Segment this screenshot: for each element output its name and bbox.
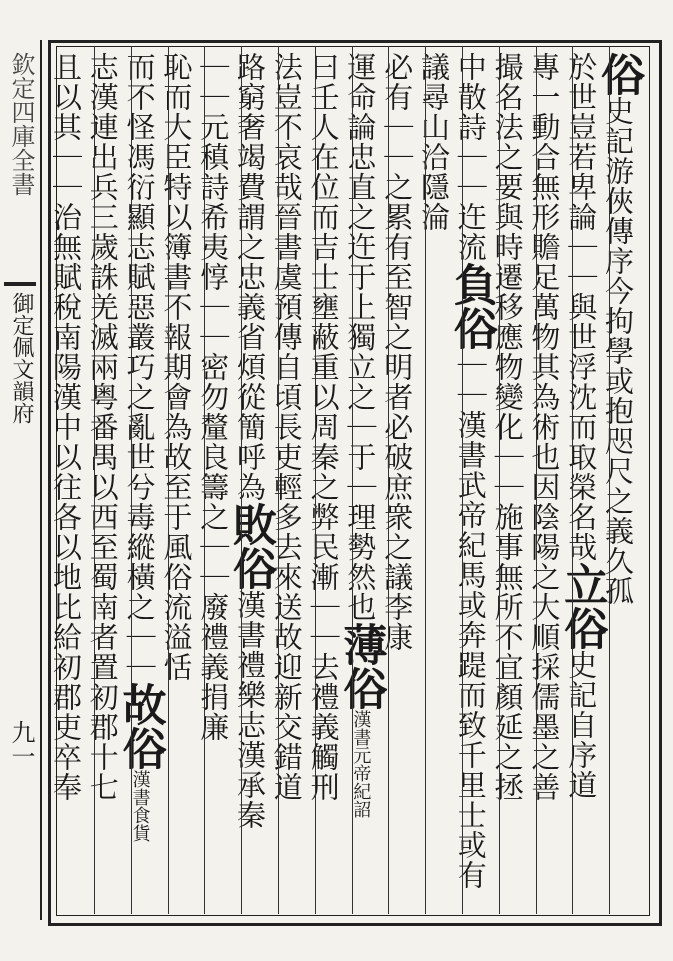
column-rule	[278, 46, 279, 914]
entry-heading: 敗俗	[224, 502, 276, 590]
text-column	[196, 52, 241, 908]
entry-heading: 故俗	[114, 682, 166, 770]
text-segment: 運命論忠直之迕于上獨立之｜于｜理勢然也	[343, 52, 378, 622]
text-segment: 於世豈若卑論｜｜與世浮沈而取榮名哉	[564, 52, 599, 562]
text-segment: 議尋山洽隱淪	[416, 52, 451, 232]
edge-fragment-text: 欽定四庫全書	[7, 52, 35, 196]
text-column	[159, 52, 205, 908]
column-rule	[352, 46, 353, 914]
column-rule	[572, 46, 573, 914]
column-rule	[536, 46, 537, 914]
text-column	[114, 52, 168, 908]
text-column	[556, 52, 609, 908]
text-segment: 漢書元帝紀詔	[350, 710, 372, 818]
column-rule	[204, 46, 205, 914]
text-column	[445, 52, 499, 908]
text-segment: 志漢連出兵三歲誅羌滅兩粤番禺以西至蜀南者置初郡十七	[85, 52, 120, 802]
text-column	[306, 52, 352, 908]
text-segment: 漢書禮樂志漢承秦	[232, 590, 267, 830]
text-segment: ｜｜元稹詩希夷惇｜｜密勿釐良籌	[196, 52, 231, 502]
text-segment: 史記游俠傳序今拘學或抱咫尺之義久孤	[600, 96, 635, 606]
text-segment: 漢書食貨	[129, 770, 151, 842]
text-segment: 必有｜｜之累有至智之明者必破庶衆之議李康	[380, 52, 415, 652]
text-segment: ｜｜漢書武帝紀馬或奔踶而致千里士或有	[453, 350, 488, 890]
column-rule	[131, 46, 132, 914]
text-column	[490, 52, 536, 908]
text-column	[416, 52, 462, 908]
book-title-margin: 御定佩文韻府	[9, 292, 34, 424]
text-segment: 撮名法之要與時遷移應物變化｜｜施事無所不宜顏延之拯	[490, 52, 525, 802]
text-segment: 法豈不哀哉晉書虞預傳自頃長吏輕多去來送故迎新交錯道	[269, 52, 304, 802]
entry-heading: 負俗	[445, 262, 497, 350]
column-rule	[388, 46, 389, 914]
text-column	[224, 52, 278, 908]
column-rule	[241, 46, 242, 914]
text-column	[269, 52, 315, 908]
column-rule	[94, 46, 95, 914]
text-segment: 且以其｜｜治無賦稅南陽漢中以往各以地比給初郡吏卒奉	[48, 52, 83, 802]
entry-heading: 俗	[592, 52, 644, 96]
text-column	[380, 52, 425, 908]
text-column	[335, 52, 389, 908]
text-segment: 之｜｜廢禮義捐廉	[196, 502, 231, 742]
text-segment: 恥而大臣特以簿書不報期會為故至于風俗流溢恬	[159, 52, 194, 682]
text-segment: 而不怪馮衍顯志賦惡叢巧之亂世兮毒縱橫之｜｜	[122, 52, 157, 682]
column-rule	[425, 46, 426, 914]
column-rule	[499, 46, 500, 914]
text-segment: 史記自序道	[564, 650, 599, 800]
text-column	[527, 52, 573, 908]
entry-heading: 立俗	[556, 562, 608, 650]
text-segment: 路窮奢竭費謂之忠義省煩從簡呼為	[232, 52, 267, 502]
column-rule	[609, 46, 610, 914]
text-column	[48, 52, 94, 908]
text-segment: 曰壬人在位而吉士壅蔽重以周秦之弊民漸｜｜去禮義觸刑	[306, 52, 341, 802]
text-column	[85, 52, 131, 908]
text-segment: 專一動合無形贍足萬物其為術也因陰陽之大順採儒墨之善	[527, 52, 562, 802]
column-rule	[462, 46, 463, 914]
text-column	[592, 52, 646, 908]
column-rule	[168, 46, 169, 914]
page-number: 九一	[7, 720, 35, 768]
edge-divider	[4, 282, 36, 286]
text-segment: 中散詩｜｜迕流	[453, 52, 488, 262]
entry-heading: 薄俗	[335, 622, 387, 710]
column-rule	[315, 46, 316, 914]
